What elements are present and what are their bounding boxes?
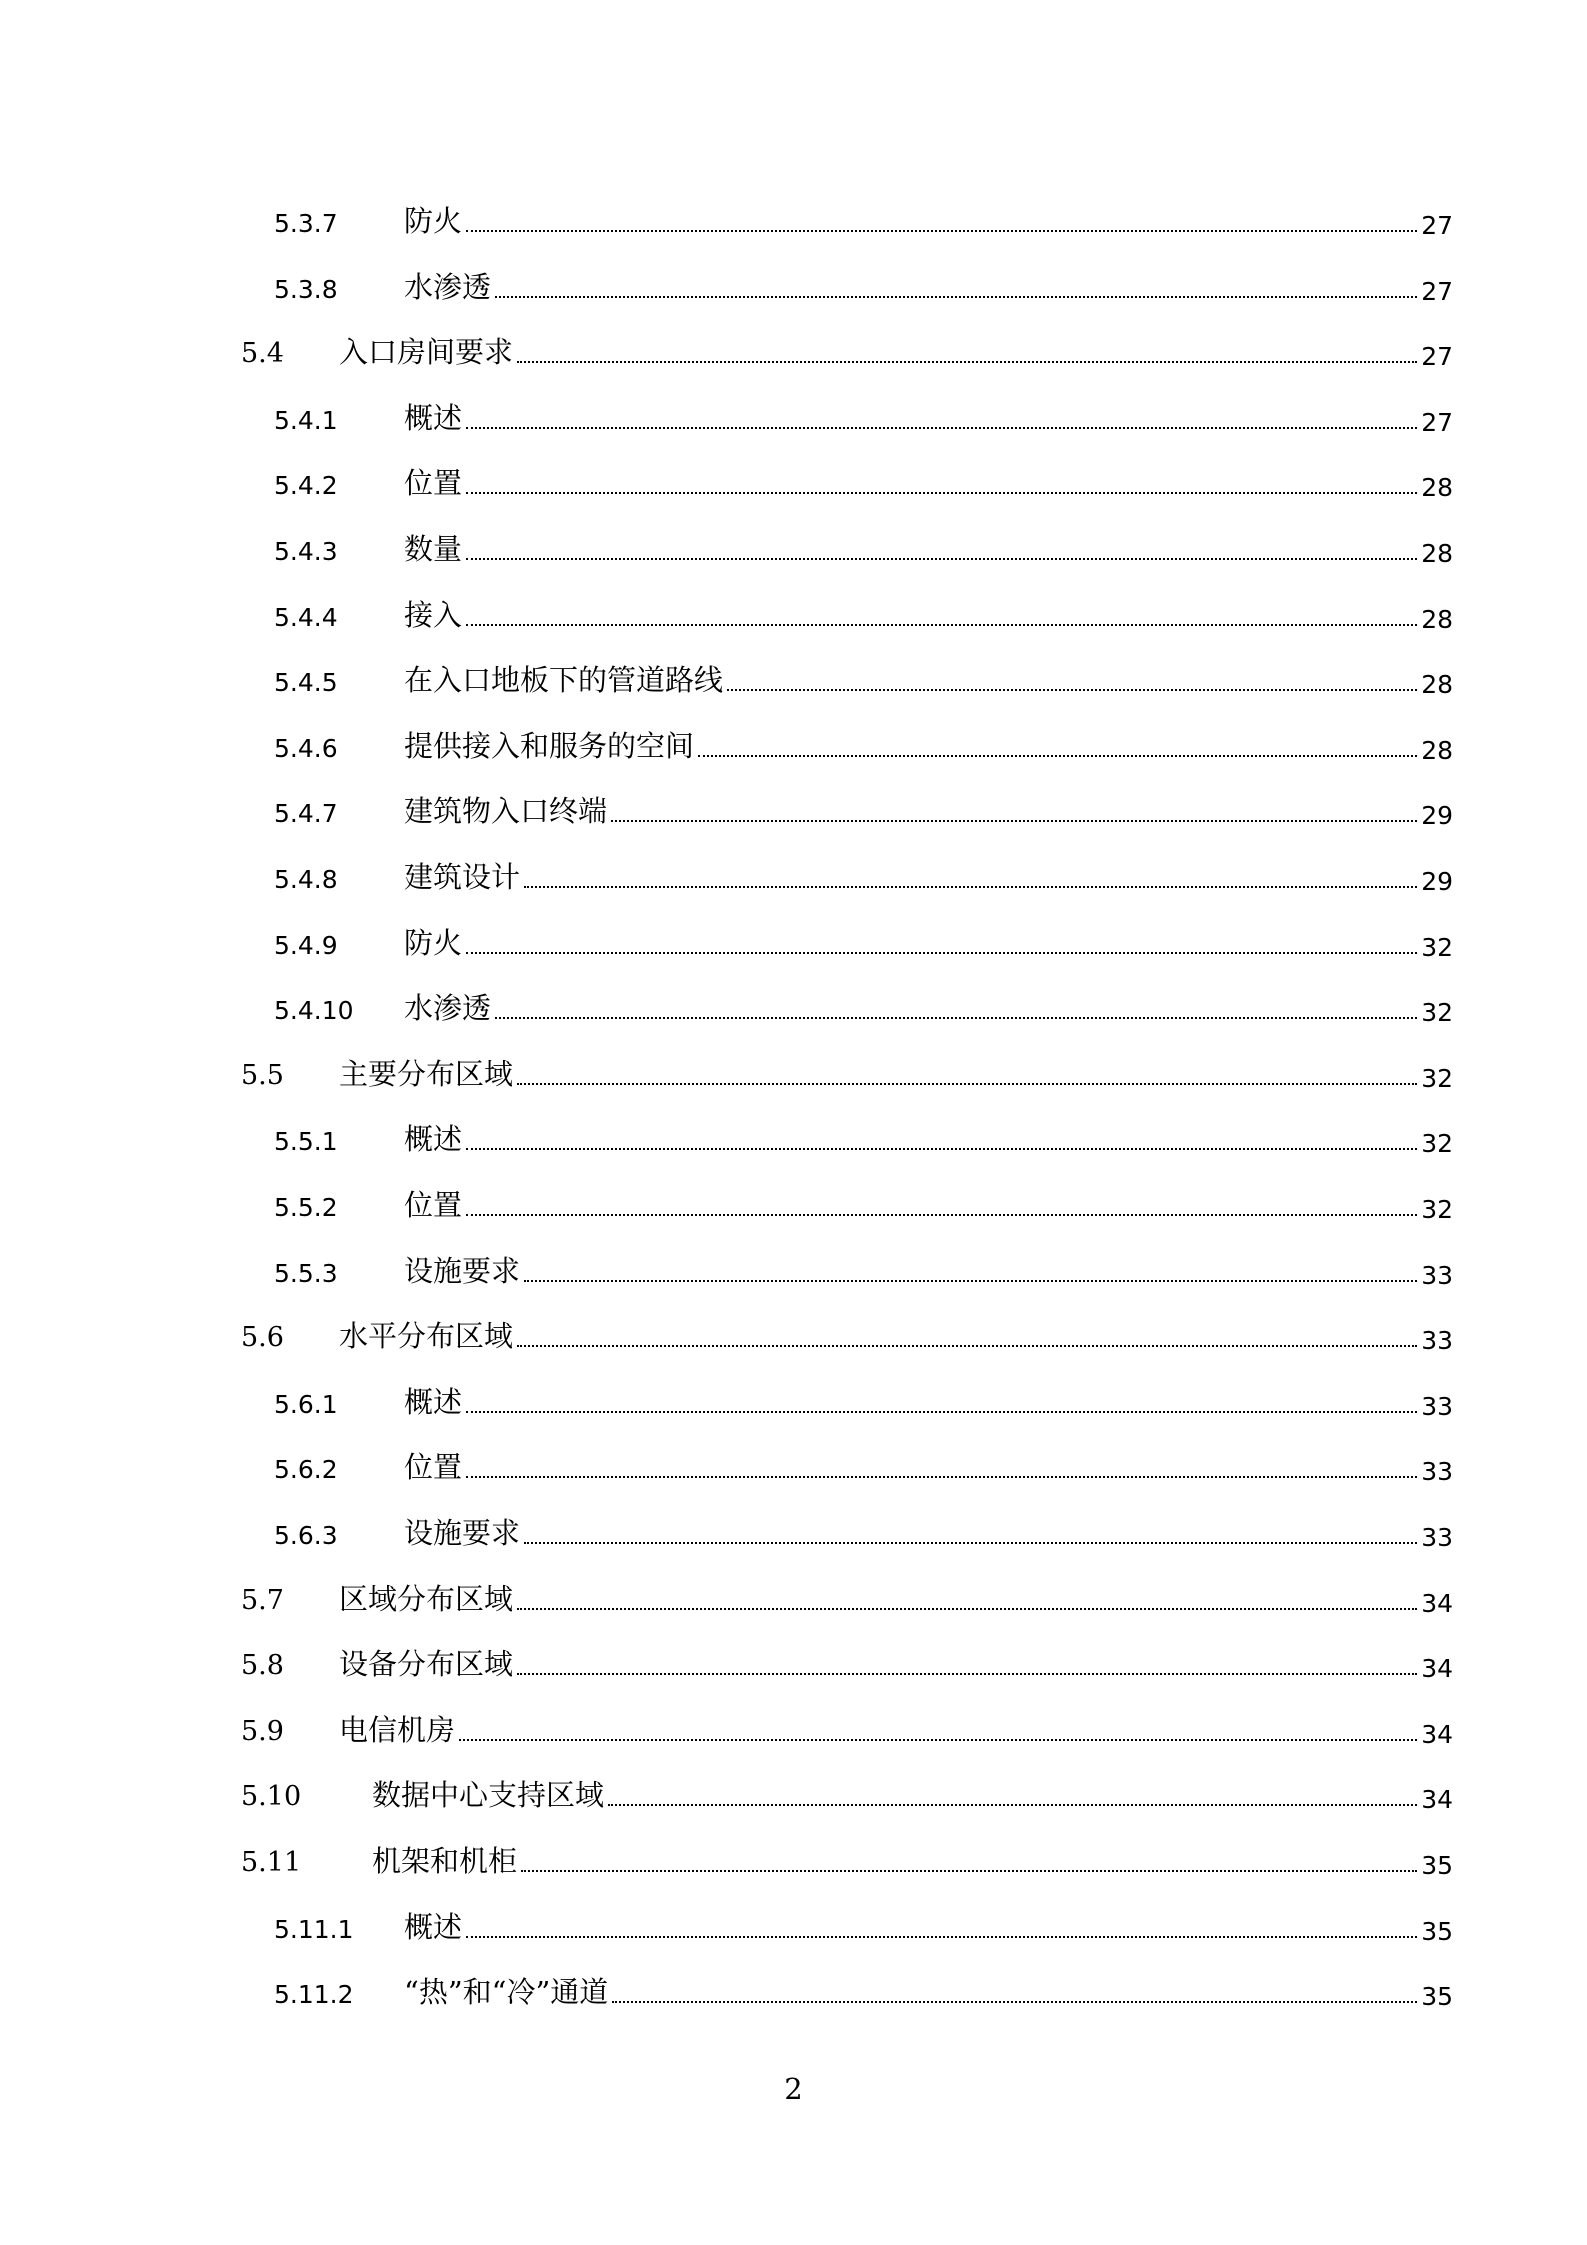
toc-entry-page: 27 [1421, 342, 1453, 372]
toc-entry-number: 5.4.8 [274, 865, 338, 894]
toc-entry-number: 5.4.2 [274, 471, 338, 501]
dot-leader [517, 1673, 1417, 1675]
toc-entry[interactable] [0, 524, 1587, 574]
toc-entry[interactable] [0, 852, 1587, 902]
dot-leader [495, 296, 1417, 298]
dot-leader [466, 1214, 1417, 1216]
toc-entry-page: 33 [1421, 1457, 1453, 1487]
toc-entry-title[interactable]: 提供接入和服务的空间 [404, 728, 695, 763]
dot-leader [466, 1411, 1417, 1413]
toc-entry-number: 5.5.2 [274, 1193, 338, 1222]
dot-leader [524, 1280, 1417, 1282]
toc-entry[interactable] [0, 1246, 1587, 1296]
toc-entry-page: 34 [1421, 1588, 1453, 1618]
toc-entry[interactable] [0, 262, 1587, 312]
toc-entry-number: 5.6.2 [274, 1455, 338, 1485]
toc-entry-number: 5.6 [241, 1322, 284, 1354]
dot-leader [459, 1739, 1417, 1741]
dot-leader [608, 1804, 1417, 1806]
toc-entry-title[interactable]: 位置 [404, 1188, 463, 1222]
toc-entry-title[interactable]: 主要分布区域 [339, 1056, 514, 1091]
toc-entry[interactable] [0, 1836, 1587, 1886]
toc-entry[interactable] [0, 1639, 1587, 1689]
toc-entry-number: 5.4.7 [274, 799, 338, 829]
toc-entry-page: 27 [1421, 407, 1453, 437]
toc-entry-title[interactable]: 区域分布区域 [339, 1581, 514, 1616]
toc-entry-number: 5.5 [241, 1059, 284, 1091]
toc-entry-number: 5.3.7 [274, 209, 338, 238]
toc-entry-number: 5.6.3 [274, 1521, 338, 1550]
toc-entry-number: 5.4.3 [274, 537, 338, 566]
toc-entry[interactable] [0, 1311, 1587, 1361]
toc-entry-title[interactable]: 水渗透 [404, 991, 492, 1026]
toc-entry-page: 32 [1421, 1195, 1453, 1224]
toc-entry-page: 28 [1421, 473, 1453, 503]
toc-entry-page: 28 [1421, 539, 1453, 568]
toc-entry-title[interactable]: 设备分布区域 [339, 1647, 514, 1682]
toc-entry-page: 32 [1421, 998, 1453, 1028]
toc-entry-title[interactable]: 数据中心支持区域 [372, 1778, 605, 1813]
dot-leader [524, 1542, 1417, 1544]
dot-leader [466, 952, 1417, 954]
toc-entry-number: 5.9 [241, 1715, 284, 1747]
toc-entry-page: 32 [1421, 1063, 1453, 1093]
toc-entry[interactable] [0, 1114, 1587, 1164]
toc-entry-title[interactable]: 建筑物入口终端 [404, 794, 608, 829]
toc-entry-number: 5.10 [241, 1781, 302, 1813]
dot-leader [517, 1608, 1417, 1610]
dot-leader [524, 886, 1417, 888]
toc-entry[interactable] [0, 1180, 1587, 1230]
toc-entry-title[interactable]: 建筑设计 [404, 860, 521, 894]
toc-entry-title[interactable]: 概述 [404, 1909, 463, 1944]
toc-entry-page: 35 [1421, 1851, 1453, 1880]
page-number: 2 [784, 2072, 803, 2106]
toc-entry-title[interactable]: 位置 [404, 466, 463, 501]
toc-entry-page: 35 [1421, 1916, 1453, 1946]
toc-entry-number: 5.4.10 [274, 996, 354, 1026]
toc-entry-number: 5.4.4 [274, 602, 338, 632]
dot-leader [521, 1870, 1417, 1872]
toc-entry[interactable] [0, 1967, 1587, 2017]
toc-entry-title[interactable]: 电信机房 [339, 1712, 456, 1747]
dot-leader [495, 1017, 1417, 1019]
toc-entry[interactable] [0, 1770, 1587, 1820]
toc-entry-page: 28 [1421, 670, 1453, 700]
toc-entry-number: 5.4 [241, 338, 284, 370]
toc-entry-title[interactable]: 机架和机柜 [372, 1844, 518, 1878]
toc-entry[interactable] [0, 196, 1587, 246]
toc-entry-number: 5.7 [241, 1584, 284, 1616]
toc-entry-title[interactable]: 在入口地板下的管道路线 [404, 663, 724, 698]
toc-entry-page: 29 [1421, 801, 1453, 831]
dot-leader [612, 2001, 1417, 2003]
dot-leader [466, 1476, 1417, 1478]
dot-leader [698, 755, 1417, 757]
toc-entry-number: 5.11 [241, 1847, 302, 1878]
toc-entry[interactable] [0, 1377, 1587, 1427]
toc-entry-title[interactable]: 入口房间要求 [339, 335, 514, 370]
toc-entry-title[interactable]: 概述 [404, 400, 463, 435]
toc-entry-number: 5.4.5 [274, 668, 338, 698]
dot-leader [466, 230, 1417, 232]
toc-entry[interactable] [0, 1508, 1587, 1558]
toc-entry-title[interactable]: 位置 [404, 1450, 463, 1485]
toc-entry-title[interactable]: “热”和“冷”通道 [404, 1975, 609, 2010]
toc-entry[interactable] [0, 655, 1587, 705]
toc-entry[interactable] [0, 983, 1587, 1033]
dot-leader [517, 1345, 1417, 1347]
toc-entry-page: 27 [1421, 276, 1453, 306]
toc-entry[interactable] [0, 1705, 1587, 1755]
toc-entry[interactable] [0, 918, 1587, 968]
toc-entry-number: 5.4.1 [274, 405, 338, 435]
dot-leader [611, 820, 1417, 822]
toc-entry[interactable] [0, 1442, 1587, 1492]
toc-entry-title[interactable]: 概述 [404, 1384, 463, 1419]
toc-entry-page: 33 [1421, 1391, 1453, 1421]
toc-entry-title[interactable]: 概述 [404, 1122, 463, 1157]
toc-entry-title[interactable]: 设施要求 [404, 1253, 521, 1288]
toc-entry-number: 5.11.1 [274, 1914, 354, 1944]
toc-entry-title[interactable]: 水平分布区域 [339, 1319, 514, 1354]
toc-entry[interactable] [0, 458, 1587, 508]
toc-entry-page: 35 [1421, 1982, 1453, 2012]
toc-entry-number: 5.8 [241, 1650, 284, 1682]
toc-entry-page: 33 [1421, 1260, 1453, 1290]
toc-entry-page: 29 [1421, 867, 1453, 896]
toc-entry-title[interactable]: 接入 [404, 597, 463, 632]
toc-entry-page: 34 [1421, 1719, 1453, 1749]
toc-entry[interactable] [0, 721, 1587, 771]
toc-entry-number: 5.4.6 [274, 733, 338, 763]
toc-entry-page: 33 [1421, 1326, 1453, 1356]
toc-entry[interactable] [0, 327, 1587, 377]
toc-entry-number: 5.5.3 [274, 1258, 338, 1288]
toc-entry[interactable] [0, 1049, 1587, 1099]
toc-entry-title[interactable]: 水渗透 [404, 269, 492, 304]
toc-entry[interactable] [0, 786, 1587, 836]
dot-leader [466, 1148, 1417, 1150]
toc-entry[interactable] [0, 590, 1587, 640]
toc-entry-title[interactable]: 防火 [404, 925, 463, 960]
dot-leader [466, 492, 1417, 494]
toc-entry-number: 5.4.9 [274, 930, 338, 960]
dot-leader [466, 558, 1417, 560]
toc-entry-page: 28 [1421, 604, 1453, 634]
toc-entry-page: 32 [1421, 932, 1453, 962]
dot-leader [466, 624, 1417, 626]
toc-entry[interactable] [0, 1902, 1587, 1952]
dot-leader [727, 689, 1417, 691]
toc-entry-title[interactable]: 设施要求 [404, 1516, 521, 1550]
toc-entry-number: 5.11.2 [274, 1980, 354, 2010]
toc-entry-page: 34 [1421, 1785, 1453, 1815]
toc-entry-title[interactable]: 数量 [404, 532, 463, 566]
toc-entry[interactable] [0, 1574, 1587, 1624]
dot-leader [466, 427, 1417, 429]
toc-entry-number: 5.3.8 [274, 274, 338, 304]
dot-leader [466, 1936, 1417, 1938]
toc-entry-number: 5.5.1 [274, 1127, 338, 1157]
toc-entry[interactable] [0, 393, 1587, 443]
toc-entry-page: 34 [1421, 1654, 1453, 1684]
toc-entry-page: 27 [1421, 211, 1453, 240]
dot-leader [517, 1083, 1417, 1085]
toc-entry-number: 5.6.1 [274, 1389, 338, 1419]
toc-entry-page: 28 [1421, 735, 1453, 765]
toc-entry-title[interactable]: 防火 [404, 204, 463, 238]
toc-entry-page: 33 [1421, 1523, 1453, 1552]
toc-entry-page: 32 [1421, 1129, 1453, 1159]
dot-leader [517, 361, 1417, 363]
